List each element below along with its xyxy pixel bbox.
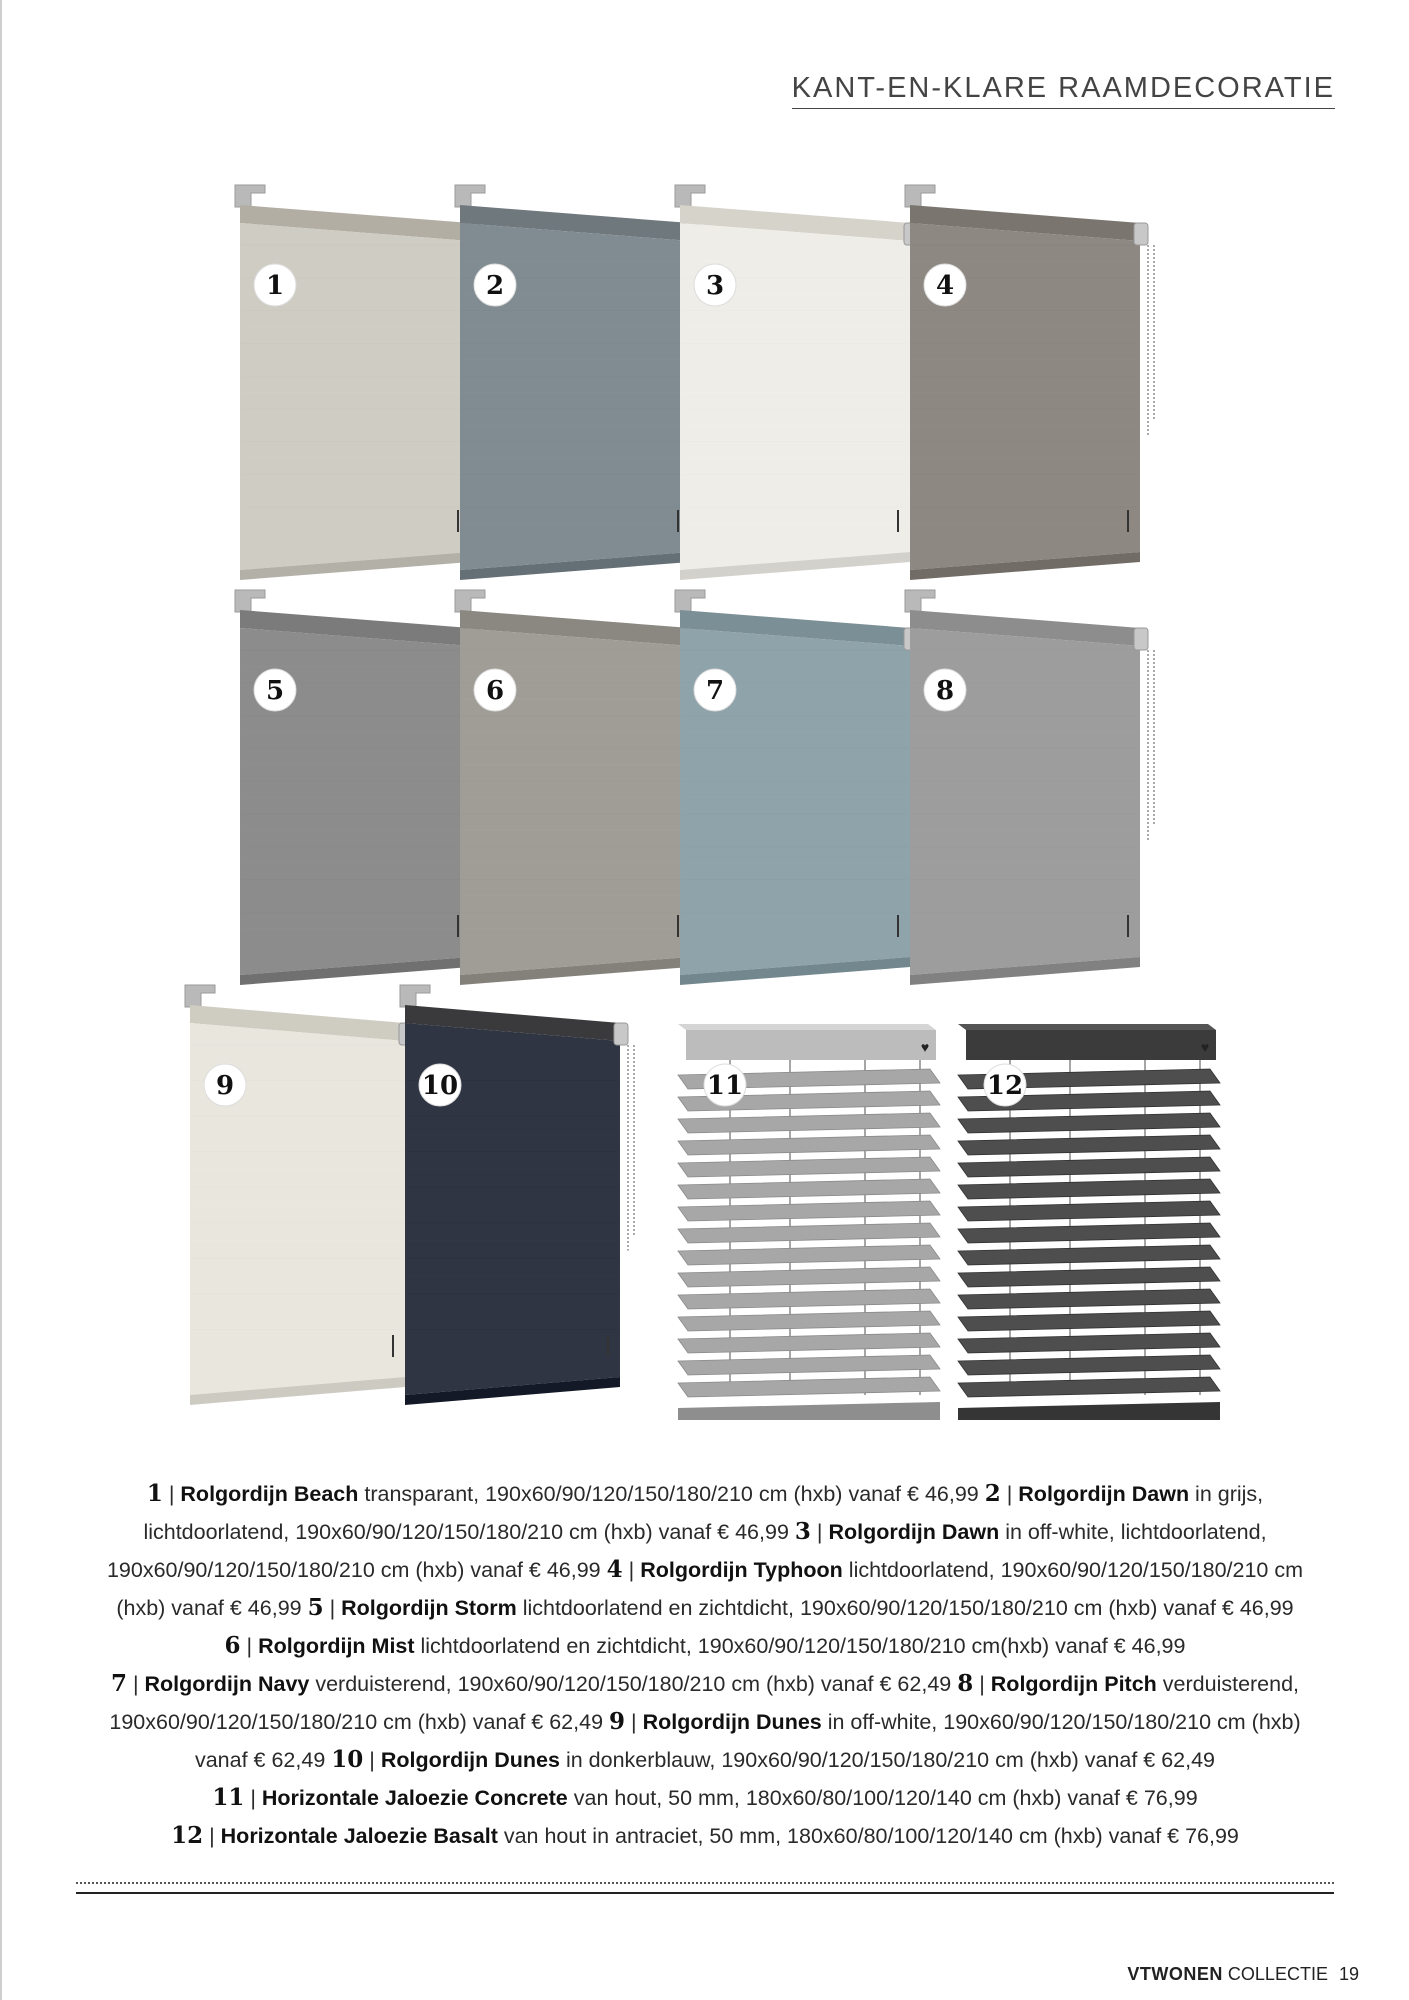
- product-name: Rolgordijn Dunes: [642, 1710, 822, 1734]
- bracket-left: [455, 185, 485, 207]
- product-4: [905, 185, 1154, 580]
- svg-text:♥: ♥: [1200, 1039, 1210, 1055]
- product-details: |: [625, 1710, 643, 1734]
- product-name: Rolgordijn Pitch: [990, 1672, 1157, 1696]
- bracket-left: [400, 985, 430, 1007]
- product-details: |: [973, 1672, 991, 1696]
- product-details: van hout in antraciet, 50 mm, 180x60/80/100/120/140 cm (hxb) vanaf € 76,99: [497, 1824, 1239, 1848]
- product-name: Rolgordijn Storm: [341, 1596, 517, 1620]
- bracket-left: [235, 185, 265, 207]
- svg-text:♥: ♥: [920, 1039, 930, 1055]
- product-details: |: [1000, 1482, 1019, 1506]
- slat: [958, 1179, 1220, 1199]
- product-1: [235, 185, 478, 580]
- item-number: 8: [957, 1670, 974, 1697]
- item-number: 3: [794, 1518, 811, 1545]
- description-line: [70, 1513, 1340, 1551]
- product-name: Horizontale Jaloezie Basalt: [220, 1824, 498, 1848]
- slat: [958, 1201, 1220, 1221]
- description-line: [70, 1589, 1340, 1627]
- product-number: 5: [265, 676, 285, 706]
- item-number: 10: [331, 1746, 364, 1773]
- slat: [958, 1267, 1220, 1287]
- slat: [958, 1377, 1220, 1397]
- slat: [678, 1179, 940, 1199]
- product-details: |: [810, 1520, 829, 1544]
- description-line: [70, 1703, 1340, 1741]
- solid-divider: [76, 1892, 1334, 1894]
- slat: [958, 1355, 1220, 1375]
- product-10: [400, 985, 634, 1405]
- product-number: 2: [485, 271, 505, 301]
- bracket-right: [1134, 628, 1148, 650]
- footer-section: COLLECTIE: [1227, 1964, 1328, 1984]
- product-number: 3: [705, 271, 725, 301]
- slat: [678, 1113, 940, 1133]
- slat: [958, 1157, 1220, 1177]
- product-details: van hout, 50 mm, 180x60/80/100/120/140 cm (hxb) vanaf € 76,99: [567, 1786, 1198, 1810]
- product-details: in grijs,: [1189, 1482, 1264, 1506]
- slat: [678, 1223, 940, 1243]
- description-line: [70, 1475, 1340, 1513]
- bracket-left: [235, 590, 265, 612]
- slat: [678, 1377, 940, 1397]
- product-name: Horizontale Jaloezie Concrete: [261, 1786, 568, 1810]
- headrail: [686, 1030, 936, 1060]
- description-line: [70, 1551, 1340, 1589]
- product-name: Rolgordijn Beach: [180, 1482, 359, 1506]
- bracket-right: [614, 1023, 628, 1045]
- slat: [958, 1135, 1220, 1155]
- bracket-left: [905, 590, 935, 612]
- slat: [958, 1289, 1220, 1309]
- bracket-left: [675, 185, 705, 207]
- description-line: [70, 1627, 1340, 1665]
- slat: [678, 1201, 940, 1221]
- item-number: 1: [146, 1480, 163, 1507]
- page-footer: [1127, 1964, 1359, 1985]
- headrail: [966, 1030, 1216, 1060]
- bottom-rail: [958, 1402, 1220, 1420]
- product-details: |: [323, 1596, 342, 1620]
- product-2: [455, 185, 698, 580]
- product-name: Rolgordijn Typhoon: [640, 1558, 843, 1582]
- product-name: Rolgordijn Navy: [144, 1672, 310, 1696]
- product-details: |: [363, 1748, 381, 1772]
- bracket-left: [905, 185, 935, 207]
- product-details: lichtdoorlatend en zichtdicht, 190x60/90/120/150/180/210 cm(hxb) vanaf € 46,99: [414, 1634, 1186, 1658]
- product-details: (hxb) vanaf € 46,99: [116, 1596, 308, 1620]
- product-details: in off-white, lichtdoorlatend,: [999, 1520, 1267, 1544]
- bracket-left: [455, 590, 485, 612]
- product-3: [675, 185, 918, 580]
- product-6: [455, 590, 698, 985]
- product-details: in off-white, 190x60/90/120/150/180/210 cm (hxb): [821, 1710, 1301, 1734]
- product-12: [958, 1024, 1220, 1420]
- product-details: |: [244, 1786, 262, 1810]
- product-details: vanaf € 62,49: [194, 1748, 332, 1772]
- item-number: 9: [609, 1708, 626, 1735]
- item-number: 11: [212, 1784, 245, 1811]
- page-title: KANT-EN-KLARE RAAMDECORATIE: [792, 72, 1335, 109]
- description-line: [70, 1741, 1340, 1779]
- product-11: [678, 1024, 940, 1420]
- slat: [678, 1135, 940, 1155]
- product-details: lichtdoorlatend, 190x60/90/120/150/180/210 cm: [842, 1558, 1304, 1582]
- product-details: transparant, 190x60/90/120/150/180/210 cm (hxb) vanaf € 46,99: [358, 1482, 985, 1506]
- description-line: [70, 1817, 1340, 1855]
- slat: [678, 1311, 940, 1331]
- product-name: Rolgordijn Dawn: [1018, 1482, 1190, 1506]
- bracket-right: [1134, 223, 1148, 245]
- footer-brand: VTWONEN: [1127, 1964, 1223, 1984]
- footer-page-number: 19: [1338, 1964, 1359, 1984]
- item-number: 5: [307, 1594, 324, 1621]
- product-details: |: [622, 1558, 641, 1582]
- slat: [678, 1157, 940, 1177]
- slat: [958, 1311, 1220, 1331]
- product-details: |: [203, 1824, 221, 1848]
- product-5: [235, 590, 478, 985]
- product-number: 7: [705, 676, 725, 706]
- product-details: lichtdoorlatend en zichtdicht, 190x60/90/120/150/180/210 cm (hxb) vanaf € 46,99: [516, 1596, 1294, 1620]
- bottom-rail: [678, 1402, 940, 1420]
- item-number: 12: [171, 1822, 204, 1849]
- product-details: verduisterend, 190x60/90/120/150/180/210 cm (hxb) vanaf € 62,49: [309, 1672, 958, 1696]
- slat: [958, 1223, 1220, 1243]
- bracket-left: [675, 590, 705, 612]
- product-number: 6: [485, 676, 505, 706]
- product-description: [70, 1475, 1340, 1855]
- product-9: [185, 985, 413, 1405]
- product-number: 1: [265, 271, 285, 301]
- product-number: 9: [215, 1071, 235, 1101]
- item-number: 7: [110, 1670, 127, 1697]
- item-number: 6: [224, 1632, 241, 1659]
- product-8: [905, 590, 1154, 985]
- product-details: |: [240, 1634, 259, 1658]
- product-details: verduisterend,: [1156, 1672, 1300, 1696]
- product-name: Rolgordijn Dunes: [380, 1748, 560, 1772]
- product-details: 190x60/90/120/150/180/210 cm (hxb) vanaf € 46,99: [106, 1558, 607, 1582]
- product-7: [675, 590, 918, 985]
- slat: [958, 1333, 1220, 1353]
- slat: [958, 1113, 1220, 1133]
- slat: [678, 1289, 940, 1309]
- product-name: Rolgordijn Dawn: [828, 1520, 1000, 1544]
- product-details: in donkerblauw, 190x60/90/120/150/180/210 cm (hxb) vanaf € 62,49: [559, 1748, 1216, 1772]
- description-line: [70, 1779, 1340, 1817]
- slat: [678, 1333, 940, 1353]
- product-number: 10: [421, 1071, 459, 1101]
- item-number: 4: [606, 1556, 623, 1583]
- slat: [678, 1245, 940, 1265]
- description-line: [70, 1665, 1340, 1703]
- bracket-left: [185, 985, 215, 1007]
- slat: [678, 1355, 940, 1375]
- product-details: 190x60/90/120/150/180/210 cm (hxb) vanaf € 62,49: [109, 1710, 610, 1734]
- product-details: |: [126, 1672, 145, 1696]
- product-number: 4: [935, 271, 955, 301]
- product-details: lichtdoorlatend, 190x60/90/120/150/180/210 cm (hxb) vanaf € 46,99: [143, 1520, 795, 1544]
- product-details: |: [162, 1482, 181, 1506]
- item-number: 2: [984, 1480, 1001, 1507]
- slat: [678, 1267, 940, 1287]
- slat: [958, 1245, 1220, 1265]
- product-number: 11: [706, 1071, 744, 1101]
- product-name: Rolgordijn Mist: [258, 1634, 415, 1658]
- product-number: 8: [935, 676, 955, 706]
- dotted-divider: [76, 1882, 1334, 1884]
- product-number: 12: [986, 1071, 1024, 1101]
